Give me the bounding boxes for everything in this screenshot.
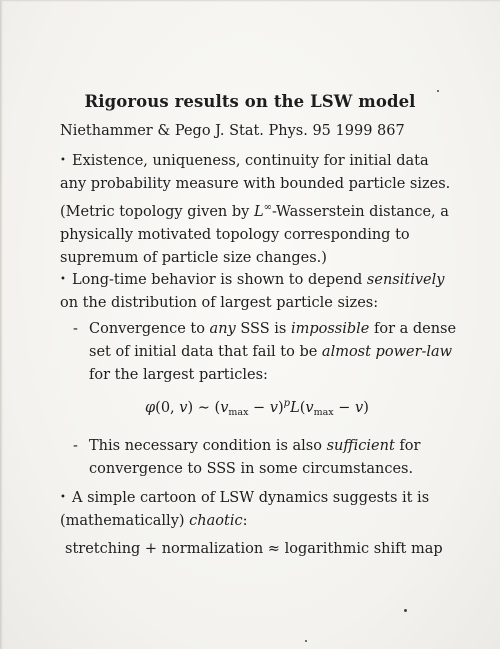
dash-icon: - (73, 321, 78, 337)
shift-map-equation: stretching + normalization ≈ logarithmic shift map (65, 541, 443, 557)
bullet-existence-line3: (Metric topology given by L∞-Wasserstein distance, a (60, 202, 449, 220)
bullet-long-time-line2: on the distribution of largest particle sizes: (60, 295, 379, 311)
bullet-existence (60, 149, 450, 270)
scan-speck (404, 609, 407, 612)
subitem-convergence-line1: - Convergence to any SSS is impossible for a dense (73, 318, 456, 341)
page-edge-top (0, 0, 500, 2)
dash-icon: - (73, 438, 78, 454)
formula-power-law: φ(0, v) ∼ $(v_{max} - v)^pL(v_{max} - v)$ (145, 398, 369, 418)
slide-title: Rigorous results on the LSW model (84, 92, 416, 111)
bullet-chaotic-line1: • A simple cartoon of LSW dynamics suggests it is (60, 486, 429, 510)
subitem-sufficient-line2: convergence to SSS in some circumstances. (89, 461, 414, 477)
bullet-icon: • (60, 155, 66, 166)
scan-speck (437, 90, 439, 92)
bullet-long-time-line1: • Long-time behavior is shown to depend sensitively (60, 268, 444, 292)
subitem-sufficient (73, 435, 420, 481)
bullet-existence-line2: any probability measure with bounded particle sizes. (60, 176, 451, 192)
subitem-sufficient-line1: - This necessary condition is also sufficient for (73, 435, 420, 458)
bullet-existence-line4: physically motivated topology corresponding to (60, 227, 410, 243)
subitem-convergence-line2: set of initial data that fail to be almost power-law (89, 344, 453, 360)
bullet-chaotic-line2: (mathematically) chaotic: (60, 513, 248, 529)
bullet-long-time (60, 268, 444, 315)
bullet-icon: • (60, 274, 66, 285)
bullet-existence-line5: supremum of particle size changes.) (60, 250, 327, 266)
subitem-convergence-line3: for the largest particles: (89, 367, 268, 383)
scan-speck (305, 640, 307, 642)
subitem-convergence (73, 318, 456, 387)
reference-citation: Niethammer & Pego J. Stat. Phys. 95 1999 867 (60, 123, 405, 139)
bullet-existence-line1: • Existence, uniqueness, continuity for initial data (60, 149, 450, 173)
bullet-icon: • (60, 492, 66, 503)
bullet-chaotic (60, 486, 429, 533)
